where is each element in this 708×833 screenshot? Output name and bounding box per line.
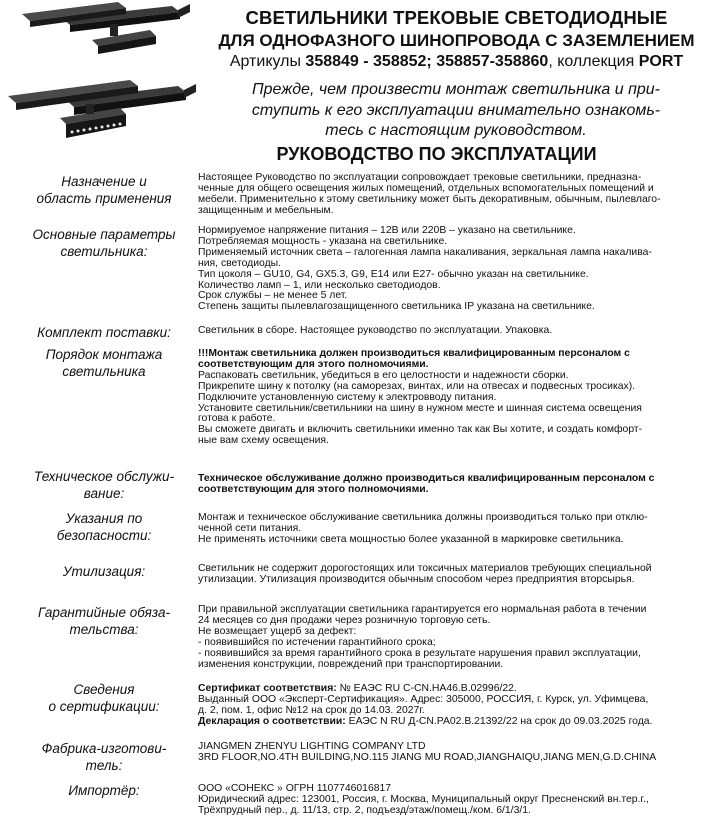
warning-text <box>232 80 680 142</box>
manual-title: РУКОВОДСТВО ПО ЭКСПЛУАТАЦИИ <box>276 144 597 164</box>
section-label <box>18 468 190 502</box>
section-text <box>198 684 676 728</box>
label-line: область применения <box>36 191 172 206</box>
text-line: Настоящее Руководство по эксплуатации сопровождает трековые светильники, предназна- <box>198 172 642 183</box>
text-line: соответствующим для этого полномочиями. <box>198 358 429 370</box>
articles-prefix: Артикулы <box>229 53 306 70</box>
label-line: тель: <box>85 758 123 773</box>
document-header <box>0 0 708 170</box>
text-line: Потребляемая мощность - указана на светильнике. <box>198 235 448 247</box>
section-text <box>198 564 676 586</box>
label-line: Основные параметры <box>32 227 176 242</box>
certificate-number: № ЕАЭС RU C-CN.HA46.B.02996/22. <box>336 683 517 694</box>
text-line: ченной сети питания. <box>198 522 302 534</box>
text-line: утилизации. Утилизация производится обычным способом через предприятия вторсырья. <box>198 573 635 585</box>
label-line: тельства: <box>69 622 139 637</box>
label-line: Импортёр: <box>68 783 140 798</box>
section-text <box>198 474 676 496</box>
text-line: - появившийся по истечении гарантийного срока; <box>198 636 436 648</box>
text-line: 24 месяцев со дня продажи через розничную торговую сеть. <box>198 614 491 626</box>
text-line: Светильник в сборе. Настоящее руководство по эксплуатации. Упаковка. <box>198 325 553 336</box>
text-line: Количество ламп – 1, или несколько светодиодов. <box>198 279 441 291</box>
text-line: Трёхпрудный пер., д. 11/13, стр. 2, подъезд/этаж/помещ./ком. 6/1/3/1. <box>198 804 531 816</box>
text-line: Срок службы – не менее 5 лет. <box>198 290 348 302</box>
text-line: Нормируемое напряжение питания – 12В или 220В – указано на светильнике. <box>198 225 576 236</box>
section-label <box>18 604 190 638</box>
section-label <box>18 346 190 380</box>
section-text <box>198 742 676 764</box>
articles-line <box>205 52 708 71</box>
label-line: светильника: <box>60 244 148 259</box>
text-line: Не возмещает ущерб за дефект: <box>198 625 357 637</box>
declaration-number: ЕАЭС N RU Д-CN.PA02.B.21392/22 на срок до 09.03.2025 года. <box>345 715 653 727</box>
section-label <box>18 173 190 207</box>
section-label <box>18 563 190 580</box>
title-line-2: ДЛЯ ОДНОФАЗНОГО ШИНОПРОВОДА С ЗАЗЕМЛЕНИЕМ <box>218 31 695 50</box>
text-line: готова к работе. <box>198 413 276 425</box>
label-line: Утилизация: <box>62 564 146 579</box>
text-line: Светильник не содержит дорогостоящих или токсичных материалов требующих специальной <box>198 563 652 574</box>
label-line: безопасности: <box>56 528 152 543</box>
text-line: Прикрепите шину к потолку (на саморезах, винтах, или на отвесах и подвесных тросиках). <box>198 380 636 392</box>
text-line: Вы сможете двигать и включить светильники именно так как Вы хотите, и создать комфорт- <box>198 424 643 436</box>
text-line: 3RD FLOOR,NO.4TH BUILDING,NO.115 JIANG MU ROAD,JIANGHAIQU,JIANG MEN,G.D.CHINA <box>198 751 657 763</box>
text-line <box>198 717 676 728</box>
label-line: Фабрика-изготови- <box>41 741 167 756</box>
section-label <box>18 782 190 799</box>
text-line: Техническое обслуживание должно производиться квалифицированным персоналом с <box>198 473 655 484</box>
label-line: светильника <box>62 364 146 379</box>
text-line: Степень защиты пылевлагозащищенного светильника IP указана на светильнике. <box>198 301 595 313</box>
text-line: д. 2, пом. 1, офис №12 на срок до 14.03. 2027г. <box>198 704 425 716</box>
track-light-upper-icon <box>22 2 190 54</box>
section-text <box>198 326 676 337</box>
text-line: ния, светодиоды. <box>198 257 282 269</box>
label-line: Сведения <box>73 682 135 697</box>
text-line: JIANGMEN ZHENYU LIGHTING COMPANY LTD <box>198 741 426 752</box>
text-line: !!!Монтаж светильника должен производиться квалифицированным персоналом с <box>198 348 630 359</box>
section-label <box>18 324 190 341</box>
text-line: При правильной эксплуатации светильника гарантируется его нормальная работа в течении <box>198 604 647 615</box>
label-line: Порядок монтажа <box>45 347 163 362</box>
section-text <box>198 173 676 217</box>
section-label <box>18 510 190 544</box>
section-label <box>18 681 190 715</box>
text-line: Подключите установленную систему к электровводу питания. <box>198 391 497 403</box>
label-line: о сертификации: <box>48 699 160 714</box>
text-line: ченные для общего освещения жилых помещений, отдельных вспомогательных помещений и <box>198 182 654 194</box>
text-line: Установите светильник/светильники на шину в нужном месте и шинная система освещения <box>198 402 642 414</box>
text-line: Выданный ООО «Эксперт-Сертификация». Адрес: 305000, РОССИЯ, г. Курск, ул. Уфимцева, <box>198 693 649 705</box>
label-line: Комплект поставки: <box>37 325 171 340</box>
warning-line: ступить к его эксплуатации внимательно ознакомь- <box>251 101 661 119</box>
label-line: Гарантийные обяза- <box>37 605 171 620</box>
track-light-lower-icon <box>8 80 196 138</box>
text-line: мебели. Применительно к этому светильнику может быть декоративным, обычным, пылевлаго- <box>198 193 661 205</box>
articles-middle: , коллекция <box>548 53 639 70</box>
text-line: - появившийся за время гарантийного срока в результате нарушения правил эксплуатации, <box>198 647 641 659</box>
text-line: защищенным и мебельным. <box>198 204 334 216</box>
section-text <box>198 226 676 313</box>
label-line: Техническое обслужи- <box>33 469 175 484</box>
collection-name: PORT <box>638 53 684 70</box>
section-label <box>18 740 190 774</box>
declaration-label: Декларация о соответствии: <box>198 715 346 727</box>
warning-line: тесь с настоящим руководством. <box>325 122 587 139</box>
text-line: Не применять источники света мощностью более указанной в маркировке светильника. <box>198 533 624 545</box>
section-label <box>18 226 190 260</box>
text-line: Монтаж и техническое обслуживание светильника должны производиться только при отклю- <box>198 512 648 523</box>
warning-line: Прежде, чем произвести монтаж светильника и при- <box>251 81 661 98</box>
title-line-1: СВЕТИЛЬНИКИ ТРЕКОВЫЕ СВЕТОДИОДНЫЕ <box>245 7 668 28</box>
text-line: ные вам схему освещения. <box>198 435 329 447</box>
label-line: Указания по <box>65 511 143 526</box>
certificate-label: Сертификат соответствия: <box>198 683 337 694</box>
section-text <box>198 349 676 447</box>
text-line: ООО «СОНЕКС » ОГРН 1107746016817 <box>198 783 392 794</box>
text-line: Применяемый источник света – галогенная лампа накаливания, зеркальная лампа накалива- <box>198 246 652 258</box>
section-text <box>198 605 676 670</box>
section-text <box>198 784 676 817</box>
text-line: изменения конструкции, повреждений при транспортировании. <box>198 658 504 670</box>
section-text <box>198 513 676 546</box>
text-line: Юридический адрес: 123001, Россия, г. Москва, Муниципальный округ Пресненский вн.тер.г., <box>198 793 649 805</box>
text-line: соответствующим для этого полномочиями. <box>198 483 429 495</box>
label-line: вание: <box>83 486 125 501</box>
track-lights-illustration <box>0 0 200 165</box>
text-line: Тип цоколя – GU10, G4, GX5.3, G9, E14 или E27- обычно указан на светильнике. <box>198 268 589 280</box>
text-line: Распаковать светильник, убедиться в его целостности и надежности сборки. <box>198 369 569 381</box>
label-line: Назначение и <box>61 174 147 189</box>
articles-numbers: 358849 - 358852; 358857-358860 <box>305 53 549 70</box>
